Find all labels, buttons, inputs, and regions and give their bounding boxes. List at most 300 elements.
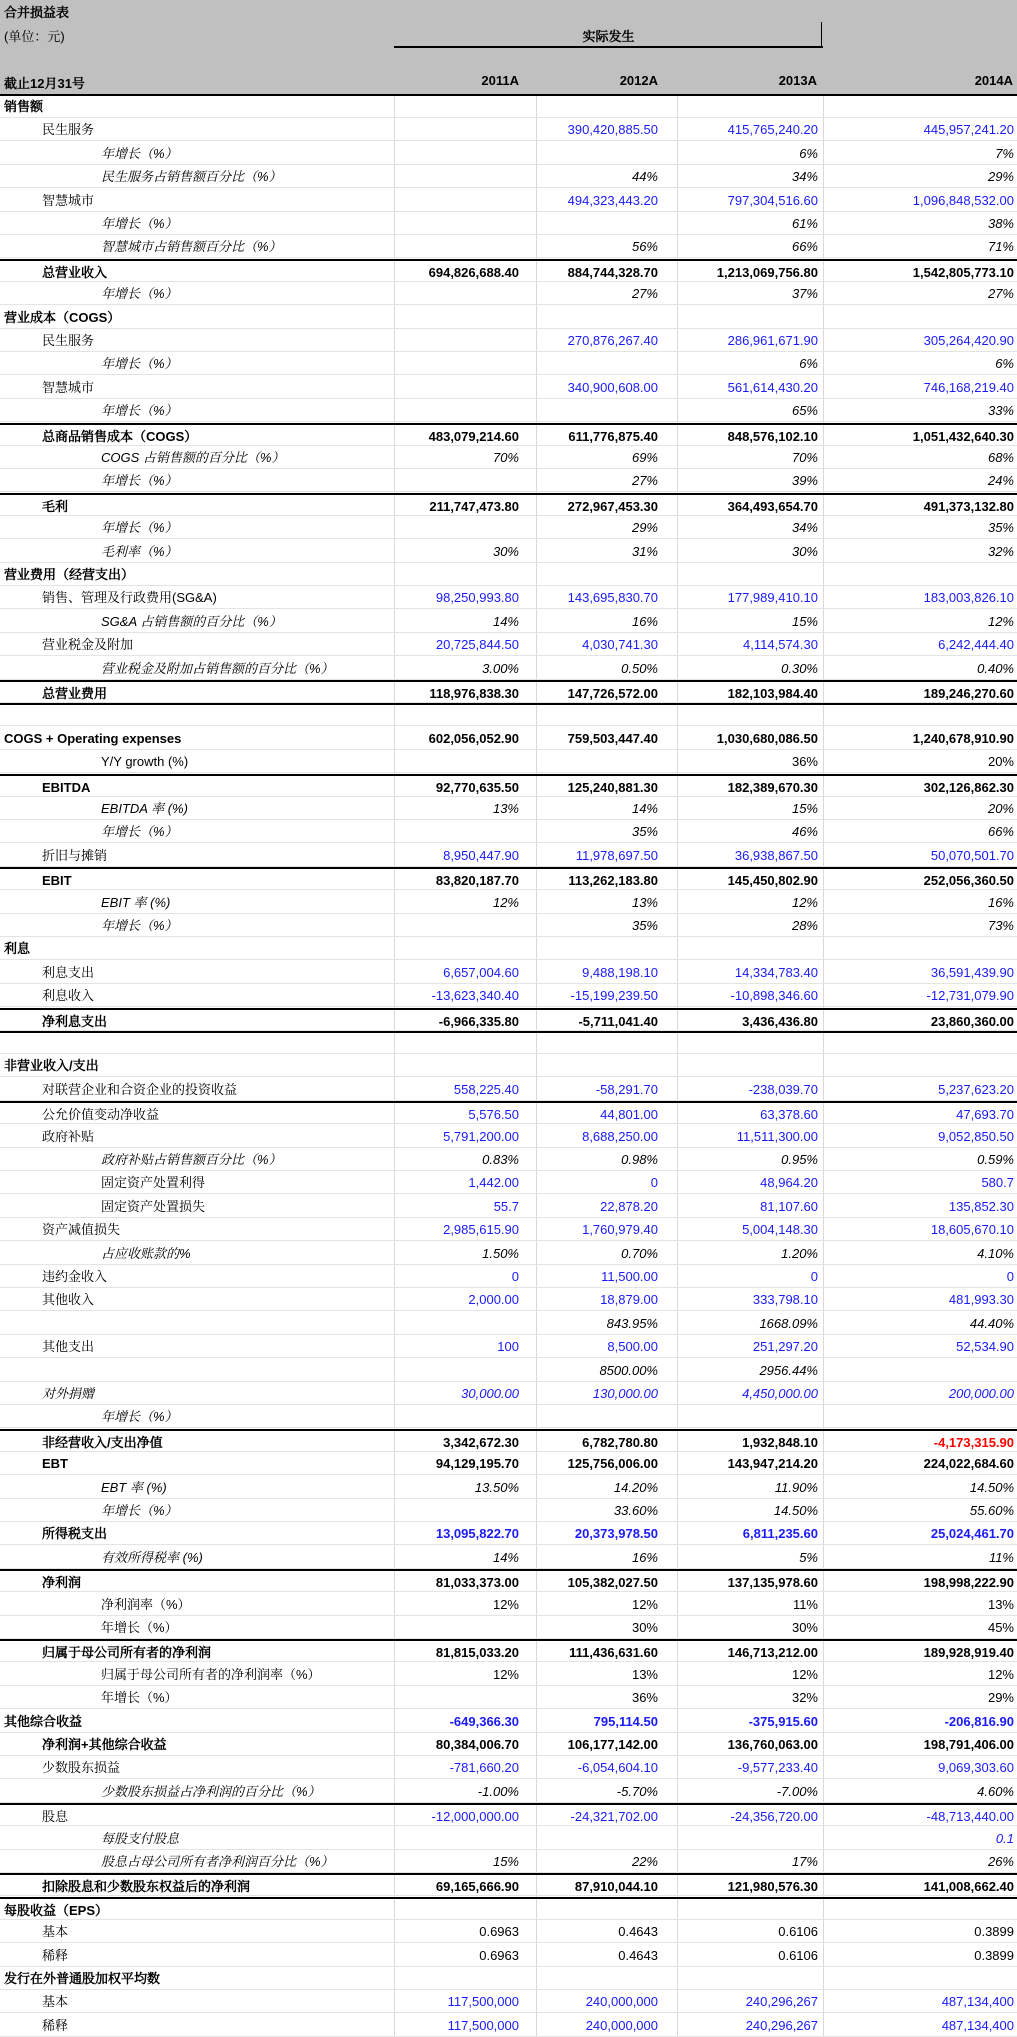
row-label: 每股支付股息 bbox=[101, 1830, 180, 1846]
value-cell-2013A: 333,798.10 bbox=[752, 1292, 818, 1308]
value-cell-2011A bbox=[394, 329, 522, 352]
value-cell-2013A: -375,915.60 bbox=[748, 1713, 818, 1729]
value-cell-2012A bbox=[536, 1054, 661, 1077]
row-label: 股息占母公司所有者净利润百分比（%） bbox=[101, 1854, 334, 1869]
row-label: 民生服务占销售额百分比（%） bbox=[101, 169, 282, 185]
value-cell-2011A: 14% bbox=[492, 1549, 519, 1565]
value-cell-2013A: 251,297.20 bbox=[752, 1339, 818, 1355]
row-label: 归属于母公司所有者的净利润率（%） bbox=[101, 1666, 321, 1682]
value-cell-2014A: 44.40% bbox=[969, 1315, 1014, 1331]
table-row bbox=[0, 891, 1017, 914]
value-cell-2011A: -13,623,340.40 bbox=[431, 988, 519, 1004]
value-cell-2014A: 487,134,400 bbox=[941, 1994, 1014, 2010]
value-cell-2014A: 135,852.30 bbox=[948, 1198, 1014, 1214]
row-label: EBITDA 率 (%) bbox=[101, 801, 188, 816]
value-cell-2014A: 71% bbox=[987, 239, 1014, 255]
value-cell-2014A: 50,070,501.70 bbox=[930, 847, 1014, 863]
row-label: 年增长（%） bbox=[101, 286, 178, 302]
value-cell-2011A bbox=[394, 399, 522, 422]
table-row bbox=[0, 1569, 1017, 1592]
row-label: 民生服务 bbox=[42, 122, 95, 138]
table-row bbox=[0, 329, 1017, 352]
value-cell-2013A: 240,296,267 bbox=[745, 1994, 818, 2010]
value-cell-2012A: -5.70% bbox=[616, 1783, 658, 1799]
value-cell-2011A: 558,225.40 bbox=[453, 1081, 519, 1097]
value-cell-2011A bbox=[394, 95, 522, 118]
row-label: 年增长（%） bbox=[101, 403, 178, 419]
value-cell-2013A: 240,296,267 bbox=[745, 2017, 818, 2033]
group-underline bbox=[394, 46, 823, 48]
value-cell-2012A: 11,500.00 bbox=[601, 1269, 658, 1284]
value-cell-2011A: 6,657,004.60 bbox=[443, 964, 519, 980]
value-cell-2014A bbox=[823, 705, 1017, 728]
value-cell-2013A bbox=[677, 937, 821, 960]
value-cell-2014A: 27% bbox=[987, 286, 1014, 302]
row-label: 营业成本（COGS） bbox=[4, 309, 121, 325]
value-cell-2014A bbox=[823, 1359, 1017, 1382]
table-row bbox=[0, 1756, 1017, 1779]
table-row bbox=[0, 844, 1017, 867]
value-cell-2011A bbox=[394, 1033, 522, 1056]
value-cell-2012A: 22% bbox=[631, 1854, 658, 1869]
value-cell-2014A: 1,051,432,640.30 bbox=[912, 428, 1014, 444]
value-cell-2013A: 848,576,102.10 bbox=[727, 428, 818, 444]
value-cell-2014A bbox=[823, 306, 1017, 329]
row-label: 净利润率（%） bbox=[101, 1596, 191, 1612]
table-row bbox=[0, 189, 1017, 212]
value-cell-2011A bbox=[394, 1899, 522, 1922]
table-row bbox=[0, 1686, 1017, 1709]
value-cell-2014A: 12% bbox=[987, 613, 1014, 629]
value-cell-2013A: 182,103,984.40 bbox=[727, 686, 818, 701]
value-cell-2013A: 37% bbox=[791, 286, 818, 302]
row-label: 归属于母公司所有者的净利润 bbox=[42, 1645, 212, 1661]
year-header-2013: 2013A bbox=[778, 73, 817, 88]
row-label: EBT bbox=[42, 1456, 68, 1472]
sheet-title: 合并损益表 bbox=[4, 5, 70, 20]
table-row bbox=[0, 563, 1017, 586]
value-cell-2014A: 481,993.30 bbox=[948, 1292, 1014, 1308]
value-cell-2014A: 55.60% bbox=[969, 1503, 1014, 1518]
value-cell-2013A: 121,980,576.30 bbox=[727, 1879, 818, 1895]
value-cell-2014A bbox=[823, 1405, 1017, 1428]
value-cell-2011A: 211,747,473.80 bbox=[429, 498, 519, 514]
value-cell-2013A: 2956.44% bbox=[759, 1362, 818, 1378]
value-cell-2013A: 5,004,148.30 bbox=[742, 1222, 818, 1238]
table-row bbox=[0, 750, 1017, 773]
value-cell-2014A: 189,928,919.40 bbox=[923, 1645, 1014, 1661]
value-cell-2013A: 36% bbox=[791, 754, 818, 770]
value-cell-2011A: 483,079,214.60 bbox=[428, 428, 519, 444]
table-row bbox=[0, 423, 1017, 446]
value-cell-2013A: 0 bbox=[810, 1269, 818, 1284]
table-row bbox=[0, 820, 1017, 843]
row-label: EBIT 率 (%) bbox=[101, 894, 171, 910]
table-row bbox=[0, 1008, 1017, 1031]
value-cell-2014A bbox=[823, 95, 1017, 118]
value-cell-2013A bbox=[677, 1054, 821, 1077]
value-cell-2013A bbox=[677, 1405, 821, 1428]
value-cell-2012A: 240,000,000 bbox=[585, 2017, 658, 2033]
value-cell-2014A: 224,022,684.60 bbox=[923, 1456, 1014, 1472]
value-cell-2013A: 143,947,214.20 bbox=[727, 1456, 818, 1472]
table-row bbox=[0, 984, 1017, 1007]
row-label: EBIT bbox=[42, 873, 72, 889]
table-row bbox=[0, 586, 1017, 609]
row-label: 其他综合收益 bbox=[4, 1713, 83, 1729]
table-row bbox=[0, 1312, 1017, 1335]
value-cell-2012A bbox=[536, 1967, 661, 1990]
year-header-2014: 2014A bbox=[974, 73, 1013, 88]
value-cell-2014A: 32% bbox=[987, 543, 1014, 559]
table-row bbox=[0, 165, 1017, 188]
value-cell-2012A: 33.60% bbox=[613, 1503, 658, 1518]
row-label: 总营业收入 bbox=[42, 264, 108, 280]
value-cell-2011A bbox=[394, 937, 522, 960]
value-cell-2013A: 415,765,240.20 bbox=[727, 122, 818, 138]
value-cell-2014A bbox=[823, 563, 1017, 586]
value-cell-2011A bbox=[394, 914, 522, 937]
value-cell-2012A bbox=[536, 1899, 661, 1922]
row-label: 其他收入 bbox=[42, 1292, 95, 1308]
value-cell-2014A: 12% bbox=[987, 1666, 1014, 1682]
value-cell-2013A: 1.20% bbox=[781, 1245, 818, 1261]
table-row bbox=[0, 961, 1017, 984]
value-cell-2014A: 580.7 bbox=[981, 1175, 1014, 1191]
value-cell-2013A: 137,135,978.60 bbox=[727, 1575, 818, 1591]
value-cell-2011A: 15% bbox=[492, 1854, 519, 1869]
row-label: 销售、管理及行政费用(SG&A) bbox=[42, 590, 217, 606]
value-cell-2013A: 364,493,654.70 bbox=[727, 498, 818, 514]
row-label: 营业税金及附加 bbox=[42, 637, 134, 653]
value-cell-2011A: 117,500,000 bbox=[447, 1994, 519, 2010]
table-row bbox=[0, 1710, 1017, 1733]
value-cell-2012A: 30% bbox=[631, 1620, 658, 1635]
table-row bbox=[0, 1335, 1017, 1358]
row-label: 营业税金及附加占销售额的百分比（%） bbox=[101, 660, 334, 676]
value-cell-2012A: 1,760,979.40 bbox=[582, 1222, 658, 1238]
value-cell-2013A: 177,989,410.10 bbox=[727, 590, 818, 606]
row-label: 年增长（%） bbox=[101, 1409, 178, 1425]
value-cell-2011A: -781,660.20 bbox=[449, 1760, 519, 1776]
value-cell-2011A bbox=[394, 750, 522, 773]
unit-label: (单位：元) bbox=[4, 29, 65, 44]
value-cell-2013A: 15% bbox=[791, 613, 818, 629]
row-label: 智慧城市占销售额百分比（%） bbox=[101, 239, 282, 255]
value-cell-2012A: 29% bbox=[631, 520, 658, 536]
value-cell-2011A: 13.50% bbox=[474, 1479, 519, 1495]
row-label: 稀释 bbox=[42, 1947, 69, 1963]
value-cell-2011A: 70% bbox=[492, 450, 519, 465]
value-cell-2014A: 24% bbox=[987, 473, 1014, 489]
value-cell-2011A: 81,815,033.20 bbox=[435, 1645, 519, 1661]
value-cell-2012A bbox=[536, 1405, 661, 1428]
table-row bbox=[0, 2014, 1017, 2037]
table-row bbox=[0, 1078, 1017, 1101]
table-row bbox=[0, 774, 1017, 797]
row-label: 有效所得税率 (%) bbox=[101, 1549, 203, 1565]
value-cell-2013A: 14,334,783.40 bbox=[734, 964, 818, 980]
value-cell-2014A: 445,957,241.20 bbox=[923, 122, 1014, 138]
value-cell-2014A: 52,534.90 bbox=[956, 1339, 1014, 1355]
value-cell-2013A bbox=[677, 705, 821, 728]
value-cell-2014A: -12,731,079.90 bbox=[926, 988, 1014, 1004]
row-label: 智慧城市 bbox=[42, 379, 95, 395]
value-cell-2012A: 494,323,443.20 bbox=[567, 192, 658, 208]
value-cell-2011A: 81,033,373.00 bbox=[435, 1575, 519, 1591]
row-label: 资产减值损失 bbox=[42, 1222, 121, 1238]
value-cell-2013A: 6% bbox=[799, 145, 818, 161]
period-label: 截止12月31号 bbox=[4, 76, 85, 91]
value-cell-2014A: 1,240,678,910.90 bbox=[912, 730, 1014, 746]
table-row bbox=[0, 727, 1017, 750]
value-cell-2011A bbox=[394, 1686, 522, 1709]
table-row bbox=[0, 1452, 1017, 1475]
table-row bbox=[0, 493, 1017, 516]
row-label: 年增长（%） bbox=[101, 824, 178, 840]
row-label: 少数股东损益 bbox=[42, 1760, 121, 1776]
value-cell-2011A bbox=[394, 376, 522, 399]
value-cell-2013A bbox=[677, 1967, 821, 1990]
value-cell-2013A: 561,614,430.20 bbox=[727, 379, 818, 395]
value-cell-2014A: -4,173,315.90 bbox=[933, 1434, 1014, 1450]
value-cell-2013A: 0.6106 bbox=[778, 1924, 818, 1940]
row-label: 毛利率（%） bbox=[101, 543, 178, 559]
value-cell-2014A: 47,693.70 bbox=[956, 1107, 1014, 1123]
value-cell-2012A bbox=[536, 212, 661, 235]
row-label: EBITDA bbox=[42, 779, 91, 795]
value-cell-2013A bbox=[677, 95, 821, 118]
table-row bbox=[0, 540, 1017, 563]
value-cell-2014A: 198,998,222.90 bbox=[923, 1575, 1014, 1591]
value-cell-2011A: 602,056,052.90 bbox=[428, 730, 519, 746]
row-label: SG&A 占销售额的百分比（%） bbox=[101, 613, 282, 629]
value-cell-2012A bbox=[536, 750, 661, 773]
table-row bbox=[0, 1429, 1017, 1452]
value-cell-2012A: 240,000,000 bbox=[585, 1994, 658, 2010]
value-cell-2014A: 0.1 bbox=[995, 1830, 1014, 1846]
value-cell-2011A bbox=[394, 1616, 522, 1639]
value-cell-2013A: 5% bbox=[799, 1549, 818, 1565]
value-cell-2014A: 0.59% bbox=[977, 1152, 1014, 1167]
value-cell-2012A: 843.95% bbox=[606, 1315, 658, 1331]
value-cell-2014A: 68% bbox=[987, 450, 1014, 465]
row-label: COGS + Operating expenses bbox=[4, 730, 182, 746]
value-cell-2011A: 3,342,672.30 bbox=[443, 1434, 519, 1450]
value-cell-2013A: 4,450,000.00 bbox=[742, 1386, 818, 1401]
table-row bbox=[0, 1546, 1017, 1569]
value-cell-2011A: 0 bbox=[511, 1269, 519, 1284]
table-row bbox=[0, 282, 1017, 305]
row-label: 总商品销售成本（COGS） bbox=[42, 428, 198, 444]
row-label: 折旧与摊销 bbox=[42, 847, 108, 863]
value-cell-2013A: 46% bbox=[791, 824, 818, 840]
value-cell-2011A bbox=[394, 1405, 522, 1428]
value-cell-2013A: 182,389,670.30 bbox=[727, 779, 818, 795]
value-cell-2012A: 44% bbox=[631, 169, 658, 185]
row-label: 民生服务 bbox=[42, 333, 95, 348]
value-cell-2014A bbox=[823, 1033, 1017, 1056]
value-cell-2011A bbox=[394, 1827, 522, 1850]
table-row bbox=[0, 1499, 1017, 1522]
value-cell-2014A: 200,000.00 bbox=[948, 1386, 1014, 1401]
value-cell-2012A: 20,373,978.50 bbox=[574, 1526, 658, 1542]
value-cell-2012A: 13% bbox=[631, 1666, 658, 1682]
value-cell-2012A bbox=[536, 399, 661, 422]
value-cell-2012A: 35% bbox=[631, 824, 658, 840]
value-cell-2014A: 25,024,461.70 bbox=[930, 1526, 1014, 1542]
value-cell-2011A bbox=[394, 820, 522, 843]
row-label: 年增长（%） bbox=[101, 520, 178, 536]
value-cell-2011A: 5,791,200.00 bbox=[443, 1128, 519, 1144]
value-cell-2013A: 70% bbox=[791, 450, 818, 465]
row-label: 违约金收入 bbox=[42, 1269, 108, 1284]
value-cell-2014A: 33% bbox=[987, 403, 1014, 419]
value-cell-2014A bbox=[823, 1967, 1017, 1990]
value-cell-2012A: 16% bbox=[631, 1549, 658, 1565]
value-cell-2013A: 4,114,574.30 bbox=[743, 637, 818, 653]
table-row bbox=[0, 1359, 1017, 1382]
value-cell-2013A: 48,964.20 bbox=[760, 1175, 818, 1191]
value-cell-2011A: 30% bbox=[492, 543, 519, 559]
table-row bbox=[0, 657, 1017, 680]
value-cell-2014A: 9,069,303.60 bbox=[938, 1760, 1014, 1776]
table-row bbox=[0, 1148, 1017, 1171]
value-cell-2012A: 16% bbox=[631, 613, 658, 629]
value-cell-2012A: 0 bbox=[650, 1175, 658, 1191]
sheet-header bbox=[0, 0, 1017, 95]
value-cell-2011A: -12,000,000.00 bbox=[431, 1809, 519, 1825]
value-cell-2012A bbox=[536, 306, 661, 329]
value-cell-2012A: 22,878.20 bbox=[600, 1198, 658, 1214]
row-label: 利息 bbox=[4, 941, 31, 957]
value-cell-2013A: 0.95% bbox=[781, 1152, 818, 1167]
value-cell-2014A: 5,237,623.20 bbox=[938, 1081, 1014, 1097]
value-cell-2011A: 55.7 bbox=[493, 1198, 519, 1214]
value-cell-2012A: 69% bbox=[631, 450, 658, 465]
value-cell-2012A: 36% bbox=[631, 1690, 658, 1706]
value-cell-2013A: 66% bbox=[791, 239, 818, 255]
table-row bbox=[0, 1944, 1017, 1967]
value-cell-2013A bbox=[677, 1827, 821, 1850]
value-cell-2011A: 69,165,666.90 bbox=[435, 1879, 519, 1895]
value-cell-2012A: -24,321,702.00 bbox=[570, 1809, 658, 1825]
value-cell-2011A: 94,129,195.70 bbox=[435, 1456, 519, 1472]
row-label: 净利润 bbox=[42, 1575, 82, 1591]
row-label: 占应收账款的% bbox=[101, 1245, 191, 1261]
value-cell-2011A bbox=[394, 189, 522, 212]
value-cell-2012A: 44,801.00 bbox=[600, 1107, 658, 1123]
value-cell-2014A: 487,134,400 bbox=[941, 2017, 1014, 2033]
row-label: 扣除股息和少数股东权益后的净利润 bbox=[42, 1879, 251, 1895]
value-cell-2011A: 12% bbox=[492, 894, 519, 910]
table-row bbox=[0, 1897, 1017, 1920]
value-cell-2014A: 11% bbox=[988, 1549, 1014, 1565]
value-cell-2011A: 1,442.00 bbox=[468, 1175, 519, 1191]
value-cell-2012A: 111,436,631.60 bbox=[569, 1645, 658, 1661]
value-cell-2012A: 8500.00% bbox=[599, 1362, 658, 1378]
table-row bbox=[0, 95, 1017, 118]
header-bottom-border bbox=[0, 94, 1017, 96]
actual-group-label: 实际发生 bbox=[582, 29, 635, 44]
value-cell-2012A: 87,910,044.10 bbox=[574, 1879, 658, 1895]
row-label: 年增长（%） bbox=[101, 1620, 178, 1635]
table-row bbox=[0, 1663, 1017, 1686]
table-row bbox=[0, 703, 1017, 726]
row-label: 年增长（%） bbox=[101, 216, 178, 231]
table-row bbox=[0, 235, 1017, 258]
table-row bbox=[0, 306, 1017, 329]
value-cell-2014A: 16% bbox=[987, 894, 1014, 910]
value-cell-2012A: 14% bbox=[631, 801, 658, 816]
value-cell-2013A bbox=[677, 306, 821, 329]
row-label: 智慧城市 bbox=[42, 192, 95, 208]
value-cell-2011A: 0.6963 bbox=[479, 1947, 519, 1963]
value-cell-2012A bbox=[536, 142, 661, 165]
row-label: 年增长（%） bbox=[101, 473, 178, 489]
value-cell-2012A bbox=[536, 95, 661, 118]
value-cell-2013A: 14.50% bbox=[773, 1503, 818, 1518]
table-row bbox=[0, 1405, 1017, 1428]
value-cell-2014A: 491,373,132.80 bbox=[923, 498, 1014, 514]
value-cell-2014A: 252,056,360.50 bbox=[923, 873, 1014, 889]
value-cell-2013A: 1668.09% bbox=[759, 1315, 818, 1331]
value-cell-2013A: 11% bbox=[792, 1596, 818, 1612]
value-cell-2014A: 1,542,805,773.10 bbox=[912, 264, 1014, 280]
value-cell-2013A: 34% bbox=[791, 520, 818, 536]
value-cell-2013A: 11.90% bbox=[774, 1479, 818, 1495]
table-row bbox=[0, 1827, 1017, 1850]
value-cell-2011A bbox=[394, 1054, 522, 1077]
row-label: 其他支出 bbox=[42, 1339, 95, 1355]
value-cell-2012A bbox=[536, 1033, 661, 1056]
value-cell-2013A: 65% bbox=[791, 403, 818, 419]
value-cell-2014A: 189,246,270.60 bbox=[923, 686, 1014, 701]
value-cell-2011A: 5,576.50 bbox=[468, 1107, 519, 1123]
value-cell-2014A: 141,008,662.40 bbox=[923, 1879, 1014, 1895]
value-cell-2012A: 884,744,328.70 bbox=[567, 264, 658, 280]
group-divider bbox=[821, 22, 822, 48]
table-row bbox=[0, 1522, 1017, 1545]
value-cell-2013A: 12% bbox=[791, 894, 818, 910]
value-cell-2012A: 143,695,830.70 bbox=[567, 590, 658, 606]
table-row bbox=[0, 1031, 1017, 1054]
value-cell-2011A: 30,000.00 bbox=[461, 1386, 519, 1401]
value-cell-2014A: 13% bbox=[987, 1596, 1014, 1612]
table-row bbox=[0, 1803, 1017, 1826]
value-cell-2012A: 13% bbox=[631, 894, 658, 910]
value-cell-2012A: 340,900,608.00 bbox=[567, 379, 658, 395]
value-cell-2012A: 611,776,875.40 bbox=[568, 428, 658, 444]
value-cell-2012A: 27% bbox=[631, 286, 658, 302]
row-label: EBT 率 (%) bbox=[101, 1479, 167, 1495]
row-label: 基本 bbox=[42, 1994, 69, 2010]
value-cell-2013A: 28% bbox=[791, 918, 818, 933]
value-cell-2014A: 0 bbox=[1006, 1269, 1014, 1284]
value-cell-2013A: 146,713,212.00 bbox=[727, 1645, 818, 1661]
value-cell-2011A: 80,384,006.70 bbox=[435, 1737, 519, 1752]
value-cell-2014A: -48,713,440.00 bbox=[926, 1809, 1014, 1825]
value-cell-2012A bbox=[536, 1827, 661, 1850]
row-label: 股息 bbox=[42, 1809, 69, 1825]
value-cell-2014A: 6% bbox=[995, 356, 1014, 372]
table-row bbox=[0, 376, 1017, 399]
value-cell-2013A: 36,938,867.50 bbox=[734, 847, 818, 863]
value-cell-2012A: -58,291.70 bbox=[595, 1081, 658, 1097]
table-row bbox=[0, 610, 1017, 633]
value-cell-2014A: 305,264,420.90 bbox=[923, 333, 1014, 348]
value-cell-2012A: -6,054,604.10 bbox=[577, 1760, 658, 1776]
